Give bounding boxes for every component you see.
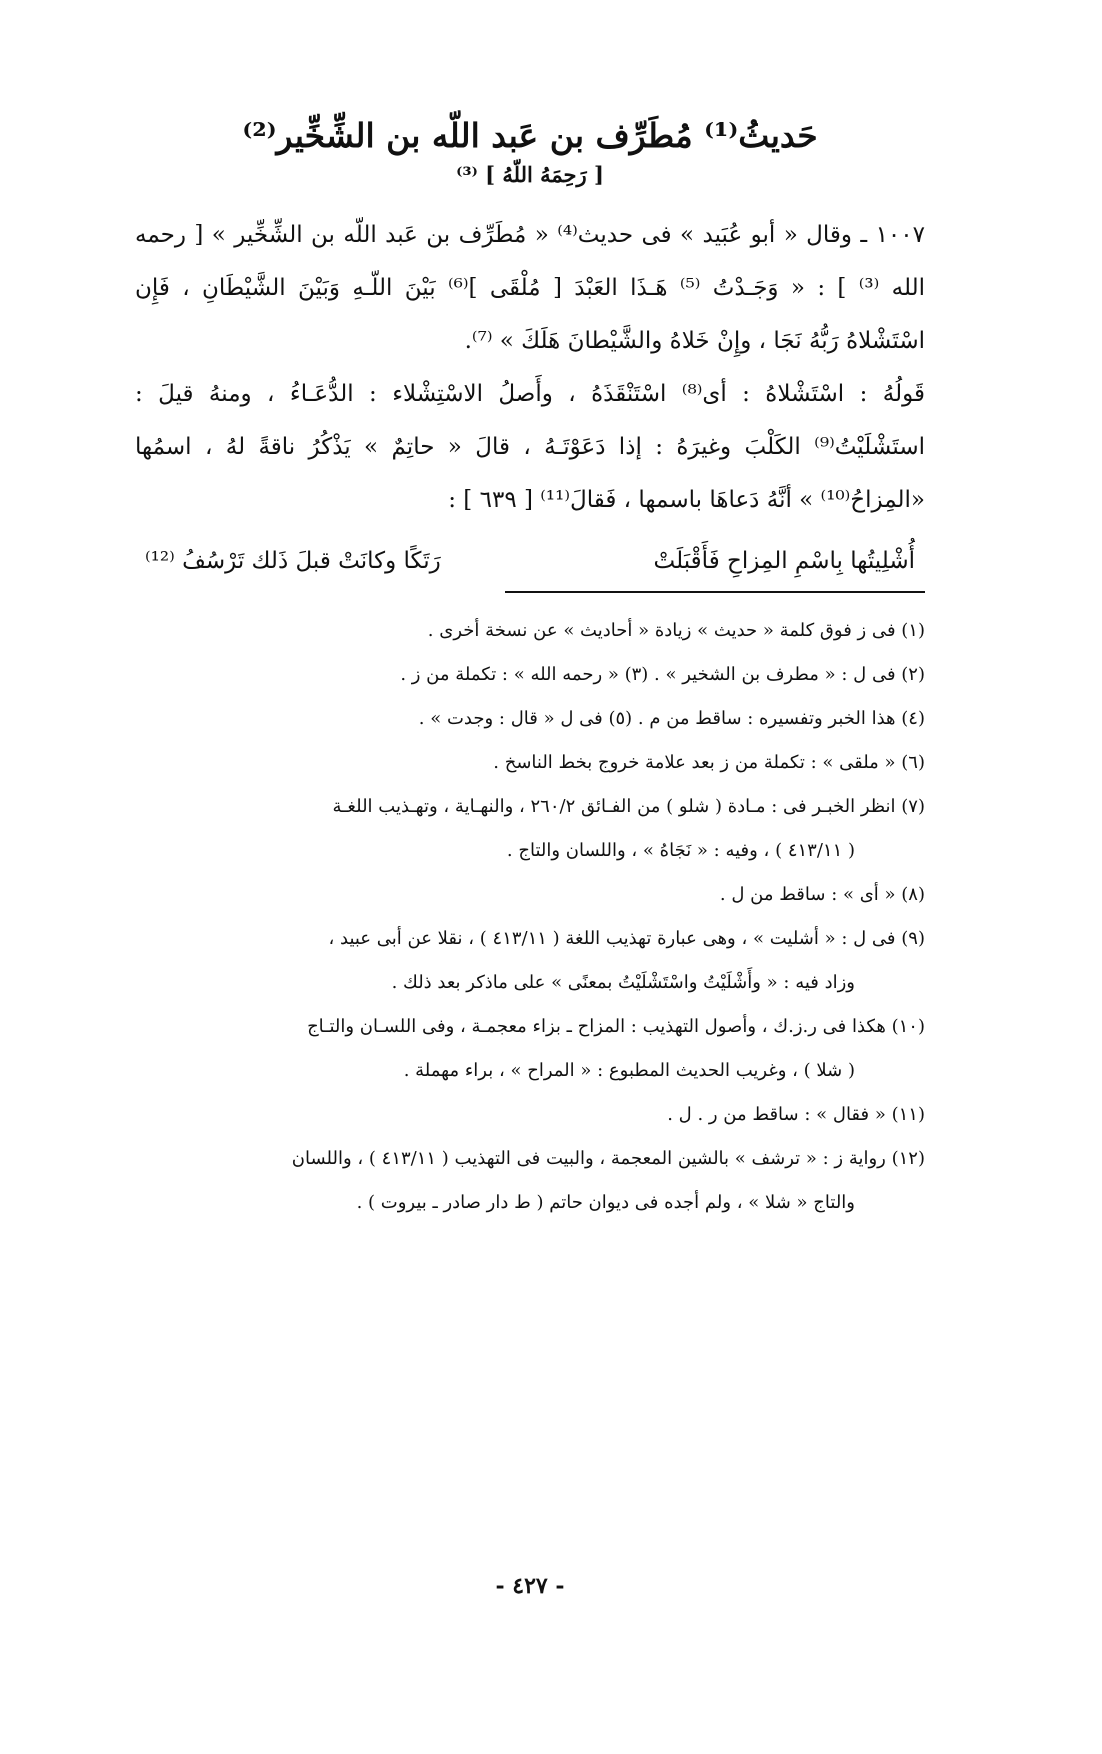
footnote-continuation: ( شلا ) ، وغريب الحديث المطبوع : « المراح » ، براء مهملة . <box>403 1060 855 1082</box>
footnote-continuation: ( ٤١٣/١١ ) ، وفيه : « نَجَاهُ » ، واللسان والتاج . <box>506 840 855 862</box>
footnote: (٢) فى ل : « مطرف بن الشخير » . (٣) « رحمه الله » : تكملة من ز . <box>400 664 925 686</box>
paragraph-explanation: قَولُهُ : اسْتَشْلاهُ : أى⁽⁸⁾ اسْتَنْقَذَهُ ، وأَصلُ الاسْتِشْلاء : الدُّعَـاءُ ، ومنهُ قيلَ : استَشْلَيْتُ⁽⁹⁾ الكَلْبَ وغيرَهُ : إذا دَعَوْتَـهُ ، قالَ « حاتِمٌ » يَذْكُرُ ناقةً لهُ ، اسمُها «المِزاحُ⁽¹⁰⁾ » أنَّهُ دَعاهَا باسمها ، فَقالَ⁽¹¹⁾ [ ٦٣٩ ] : <box>135 381 925 514</box>
footnote: (١٠) هكذا فى ر.ز.ك ، وأصول التهذيب : المزاح ـ بزاء معجمـة ، وفى اللسـان والتـاج <box>307 1016 925 1038</box>
chapter-subtitle: [ رَحِمَهُ اللّهُ ] ⁽³⁾ <box>456 162 604 188</box>
chapter-title: حَديثُ⁽¹⁾ مُطَرِّف بن عَبد اللّه بن الشِّخِّير⁽²⁾ <box>242 116 818 155</box>
page-number: - ٤٢٧ - <box>495 1573 565 1599</box>
footnote-continuation: وزاد فيه : « وأَشْلَيْتُ واسْتَشْلَيْتُ بمعنًى » على ماذكر بعد ذلك . <box>391 972 855 994</box>
footnote: (١١) « فقال » : ساقط من ر . ل . <box>667 1104 925 1126</box>
poetry-verse <box>145 541 915 581</box>
footnote: (٨) « أى » : ساقط من ل . <box>719 884 925 906</box>
book-page <box>135 95 925 1715</box>
footnote-divider <box>505 591 925 593</box>
main-text <box>135 209 925 527</box>
verse-first-hemistich: أُشْلِيتُها بِاسْمِ المِزاحِ فَأَقْبَلَتْ <box>653 548 915 575</box>
footnote: (٩) فى ل : « أشليت » ، وهى عبارة تهذيب اللغة ( ٤١٣/١١ ) ، نقلا عن أبى عبيد ، <box>328 928 925 950</box>
footnote: (٧) انظر الخبـر فى : مـادة ( شلو ) من الفـائق ٢٦٠/٢ ، والنهـاية ، وتهـذيب اللغـة <box>332 796 925 818</box>
footnotes <box>135 609 925 1225</box>
footnote: (٤) هذا الخبر وتفسيره : ساقط من م . (٥) فى ل « قال : وجدت » . <box>418 708 925 730</box>
paragraph-hadith: ١٠٠٧ ـ وقال « أبو عُبَيد » فى حديث⁽⁴⁾ « مُطَرِّف بن عَبد اللّه بن الشِّخِّير » [ رحمه الله ⁽³⁾ ] : « وَجَـدْتُ ⁽⁵⁾ هَـذَا العَبْدَ [ مُلْقَى ]⁽⁶⁾ بَيْنَ اللّـهِ وَبَيْنَ الشَّيْطَانِ ، فَإِن اسْتَشْلاهُ رَبُّهُ نَجَا ، وإِنْ خَلاهُ والشَّيْطانَ هَلَكَ » ⁽⁷⁾. <box>135 222 926 355</box>
footnote: (١) فى ز فوق كلمة « حديث » زيادة « أحاديث » عن نسخة أخرى . <box>427 620 925 642</box>
footnote: (٦) « ملقى » : تكملة من ز بعد علامة خروج بخط الناسخ . <box>493 752 925 774</box>
footnote-continuation: والتاج « شلا » ، ولم أجده فى ديوان حاتم ( ط دار صادر ـ بيروت ) . <box>356 1192 855 1214</box>
footnote: (١٢) رواية ز : « ترشف » بالشين المعجمة ، والبيت فى التهذيب ( ٤١٣/١١ ) ، واللسان <box>291 1148 925 1170</box>
verse-second-hemistich: رَتَكًا وكانَتْ قبلَ ذَلك تَرْسُفُ ⁽¹²⁾ <box>145 548 441 575</box>
